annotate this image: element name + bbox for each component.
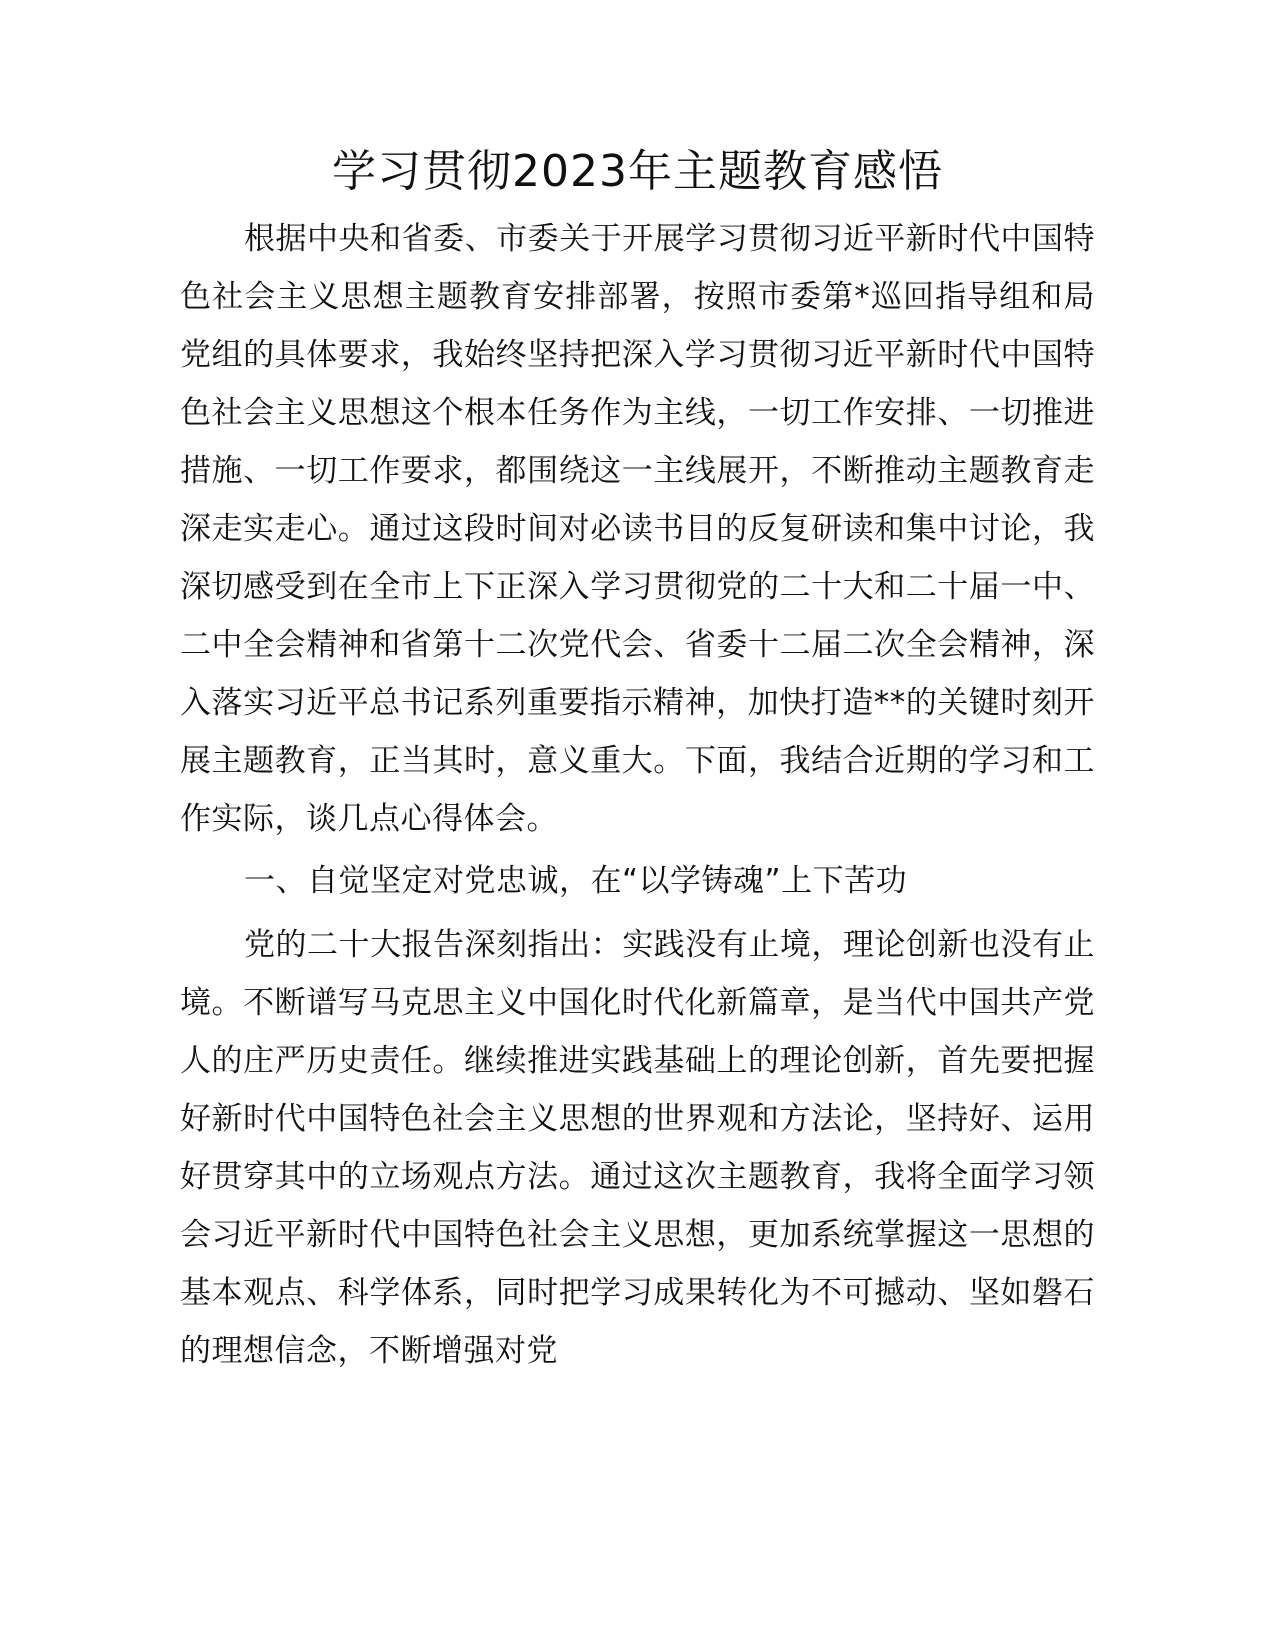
document-title: 学习贯彻2023年主题教育感悟 bbox=[332, 146, 943, 197]
document-page bbox=[180, 140, 1095, 1620]
section-1-paragraph: 党的二十大报告深刻指出：实践没有止境，理论创新也没有止境。不断谱写马克思主义中国化时代化新篇章，是当代中国共产党人的庄严历史责任。继续推进实践基础上的理论创新，首先要把握好新时代中国特色社会主义思想的世界观和方法论，坚持好、运用好贯穿其中的立场观点方法。通过这次主题教育，我将全面学习领会习近平新时代中国特色社会主义思想，更加系统掌握这一思想的基本观点、科学体系，同时把学习成果转化为不可撼动、坚如磐石的理想信念，不断增强对党 bbox=[180, 927, 1095, 1369]
intro-paragraph: 根据中央和省委、市委关于开展学习贯彻习近平新时代中国特色社会主义思想主题教育安排部署，按照市委第*巡回指导组和局党组的具体要求，我始终坚持把深入学习贯彻习近平新时代中国特色社会主义思想这个根本任务作为主线，一切工作安排、一切推进措施、一切工作要求，都围绕这一主线展开，不断推动主题教育走深走实走心。通过这段时间对必读书目的反复研读和集中讨论，我深切感受到在全市上下正深入学习贯彻党的二十大和二十届一中、二中全会精神和省第十二次党代会、省委十二届二次全会精神，深入落实习近平总书记系列重要指示精神，加快打造**的关键时刻开展主题教育，正当其时，意义重大。下面，我结合近期的学习和工作实际，谈几点心得体会。 bbox=[180, 221, 1095, 837]
section-1-heading: 一、自觉坚定对党忠诚，在“以学铸魂”上下苦功 bbox=[244, 863, 908, 899]
